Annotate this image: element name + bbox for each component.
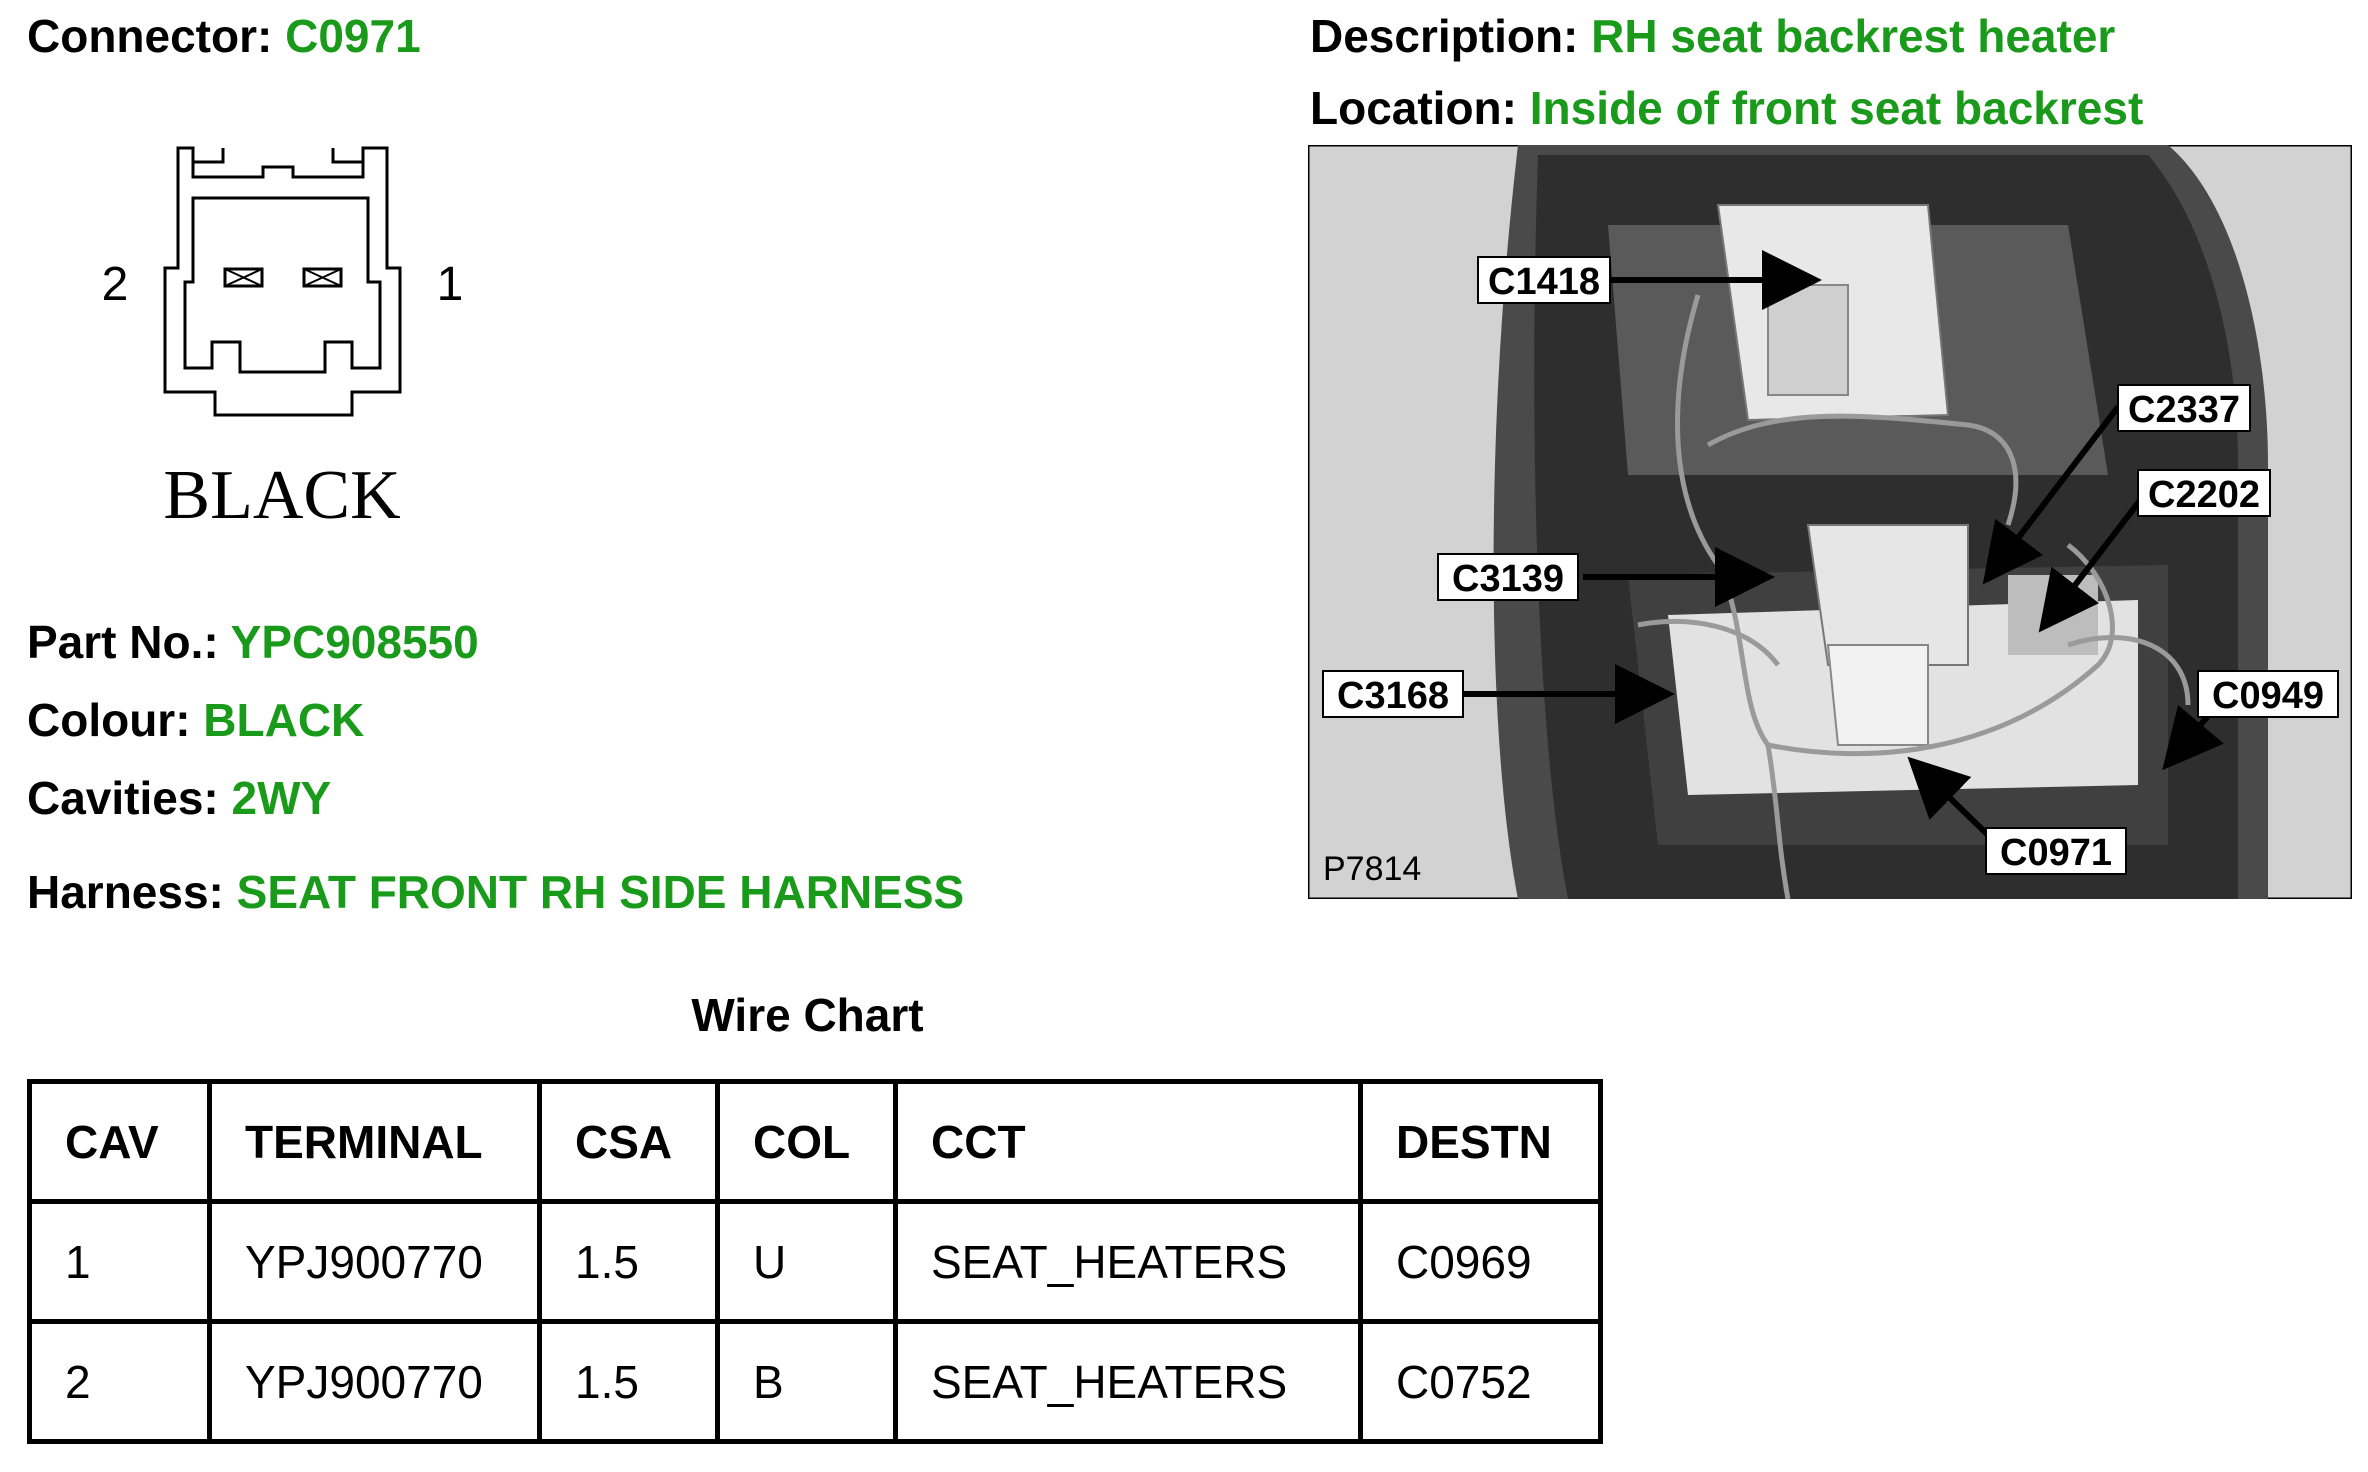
callout-c1418: C1418 [1488, 261, 1600, 303]
column-header-cct: CCT [896, 1082, 1361, 1202]
cell-destn: C0969 [1361, 1202, 1601, 1322]
location: Location: Inside of front seat backrest [1310, 82, 2144, 134]
wire-chart-title: Wire Chart [691, 989, 924, 1041]
cell-csa: 1.5 [540, 1322, 718, 1442]
cell-col: B [718, 1322, 896, 1442]
cell-cct: SEAT_HEATERS [896, 1202, 1361, 1322]
colour: Colour: BLACK [27, 694, 365, 746]
column-header-col: COL [718, 1082, 896, 1202]
connector-id: Connector: C0971 [27, 10, 421, 62]
cell-cav: 1 [30, 1202, 210, 1322]
cell-terminal: YPJ900770 [210, 1202, 540, 1322]
cavities: Cavities: 2WY [27, 772, 332, 824]
wire-chart-table [27, 1079, 1603, 1444]
column-header-csa: CSA [540, 1082, 718, 1202]
cell-destn: C0752 [1361, 1322, 1601, 1442]
callout-c2202: C2202 [2148, 474, 2260, 516]
cell-csa: 1.5 [540, 1202, 718, 1322]
connector-colour-text: BLACK [163, 457, 401, 534]
column-header-cav: CAV [30, 1082, 210, 1202]
cell-cct: SEAT_HEATERS [896, 1322, 1361, 1442]
description: Description: RH seat backrest heater [1310, 10, 2116, 62]
pin-label-2: 2 [101, 258, 129, 311]
callout-c3139: C3139 [1452, 558, 1564, 600]
connector-face-diagram [90, 135, 490, 535]
table-row [30, 1322, 1601, 1442]
callout-c0971: C0971 [2000, 832, 2112, 874]
callout-c0949: C0949 [2212, 675, 2324, 717]
column-header-terminal: TERMINAL [210, 1082, 540, 1202]
column-header-destn: DESTN [1361, 1082, 1601, 1202]
cell-terminal: YPJ900770 [210, 1322, 540, 1442]
cell-cav: 2 [30, 1322, 210, 1442]
pin-label-1: 1 [436, 258, 464, 311]
table-row [30, 1202, 1601, 1322]
cell-col: U [718, 1202, 896, 1322]
callout-c2337: C2337 [2128, 389, 2240, 431]
harness: Harness: SEAT FRONT RH SIDE HARNESS [27, 866, 965, 918]
photo-ref: P7814 [1323, 850, 1422, 888]
callout-c3168: C3168 [1337, 675, 1449, 717]
part-number: Part No.: YPC908550 [27, 616, 479, 668]
location-photo [1308, 145, 2352, 899]
table-header-row [30, 1082, 1601, 1202]
